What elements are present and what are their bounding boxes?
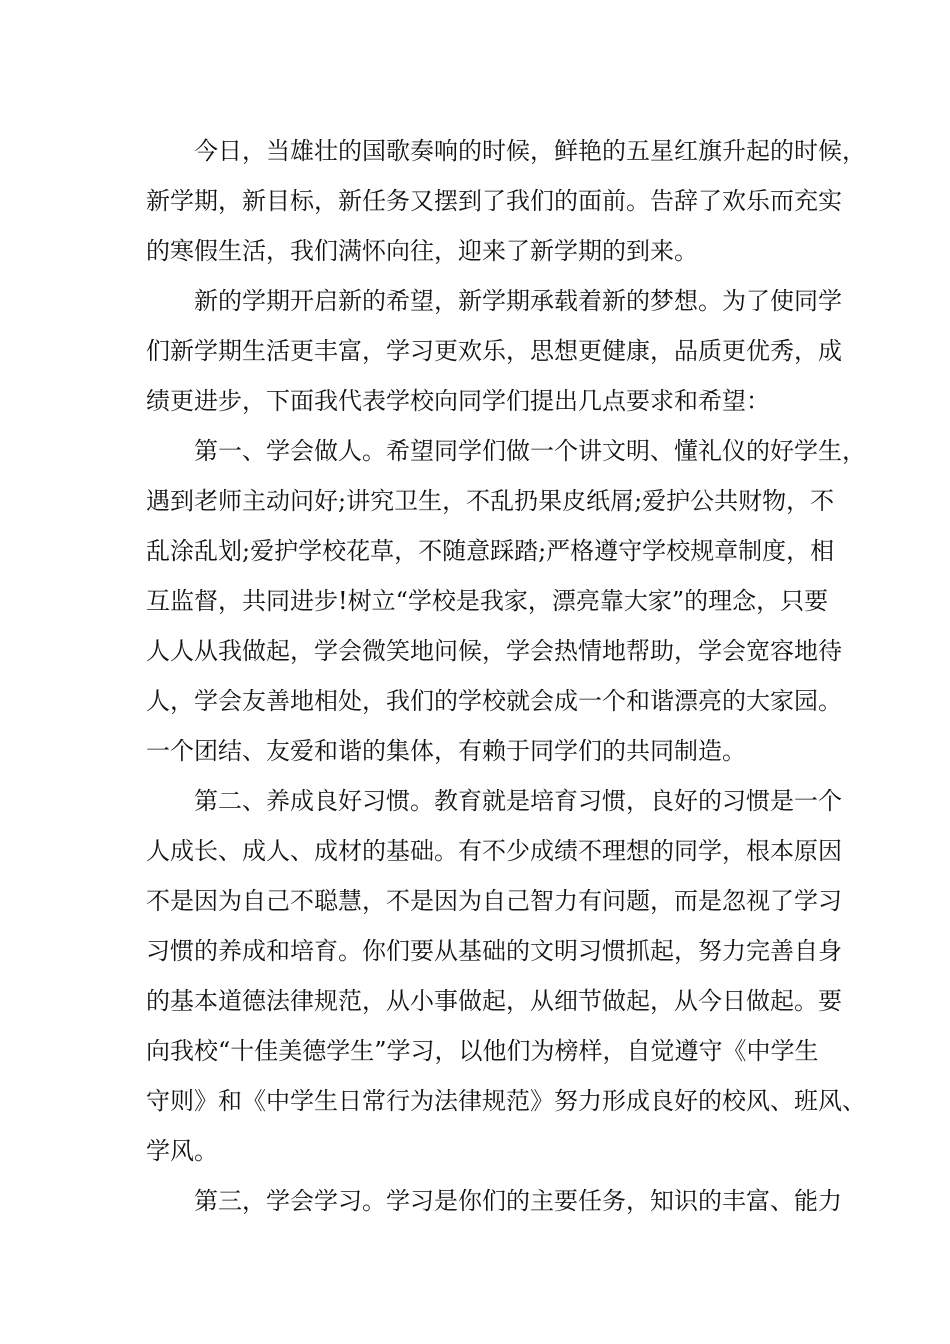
- paragraph-line: 学风。: [146, 1137, 218, 1165]
- paragraph-line: 第一、学会做人。希望同学们做一个讲文明、懂礼仪的好学生，: [194, 437, 866, 465]
- paragraph-new-semester: [146, 276, 842, 426]
- paragraph-line: 新学期，新目标，新任务又摆到了我们的面前。告辞了欢乐而充实: [146, 187, 842, 215]
- paragraph-line: 守则》和《中学生日常行为法律规范》努力形成良好的校风、班风、: [146, 1087, 866, 1115]
- paragraph-line: 第二、养成良好习惯。教育就是培育习惯，良好的习惯是一个: [194, 787, 842, 815]
- paragraph-line: 人，学会友善地相处，我们的学校就会成一个和谐漂亮的大家园。: [146, 687, 842, 715]
- paragraph-second-point: [146, 776, 866, 1176]
- paragraph-third-point: [146, 1176, 842, 1226]
- document-body: [146, 126, 866, 1226]
- paragraph-line: 新的学期开启新的希望，新学期承载着新的梦想。为了使同学: [194, 287, 842, 315]
- paragraph-line: 的寒假生活，我们满怀向往，迎来了新学期的到来。: [146, 237, 698, 265]
- paragraph-opening: [146, 126, 866, 276]
- paragraph-first-point: [146, 426, 866, 776]
- paragraph-line: 第三，学会学习。学习是你们的主要任务，知识的丰富、能力: [194, 1187, 842, 1215]
- paragraph-line: 向我校“十佳美德学生”学习，以他们为榜样，自觉遵守《中学生: [146, 1037, 819, 1065]
- paragraph-line: 人成长、成人、成材的基础。有不少成绩不理想的同学，根本原因: [146, 837, 842, 865]
- paragraph-line: 的基本道德法律规范，从小事做起，从细节做起，从今日做起。要: [146, 987, 842, 1015]
- paragraph-line: 互监督，共同进步!树立“学校是我家，漂亮靠大家”的理念，只要: [146, 587, 829, 615]
- paragraph-line: 乱涂乱划;爱护学校花草，不随意踩踏;严格遵守学校规章制度，相: [146, 537, 835, 565]
- paragraph-line: 一个团结、友爱和谐的集体，有赖于同学们的共同制造。: [146, 737, 746, 765]
- paragraph-line: 习惯的养成和培育。你们要从基础的文明习惯抓起，努力完善自身: [146, 937, 842, 965]
- paragraph-line: 不是因为自己不聪慧，不是因为自己智力有问题，而是忽视了学习: [146, 887, 842, 915]
- paragraph-line: 今日，当雄壮的国歌奏响的时候，鲜艳的五星红旗升起的时候，: [194, 137, 866, 165]
- paragraph-line: 遇到老师主动问好;讲究卫生，不乱扔果皮纸屑;爱护公共财物，不: [146, 487, 835, 515]
- paragraph-line: 们新学期生活更丰富，学习更欢乐，思想更健康，品质更优秀，成: [146, 337, 842, 365]
- paragraph-line: 人人从我做起，学会微笑地问候，学会热情地帮助，学会宽容地待: [146, 637, 842, 665]
- paragraph-line: 绩更进步，下面我代表学校向同学们提出几点要求和希望：: [146, 387, 770, 415]
